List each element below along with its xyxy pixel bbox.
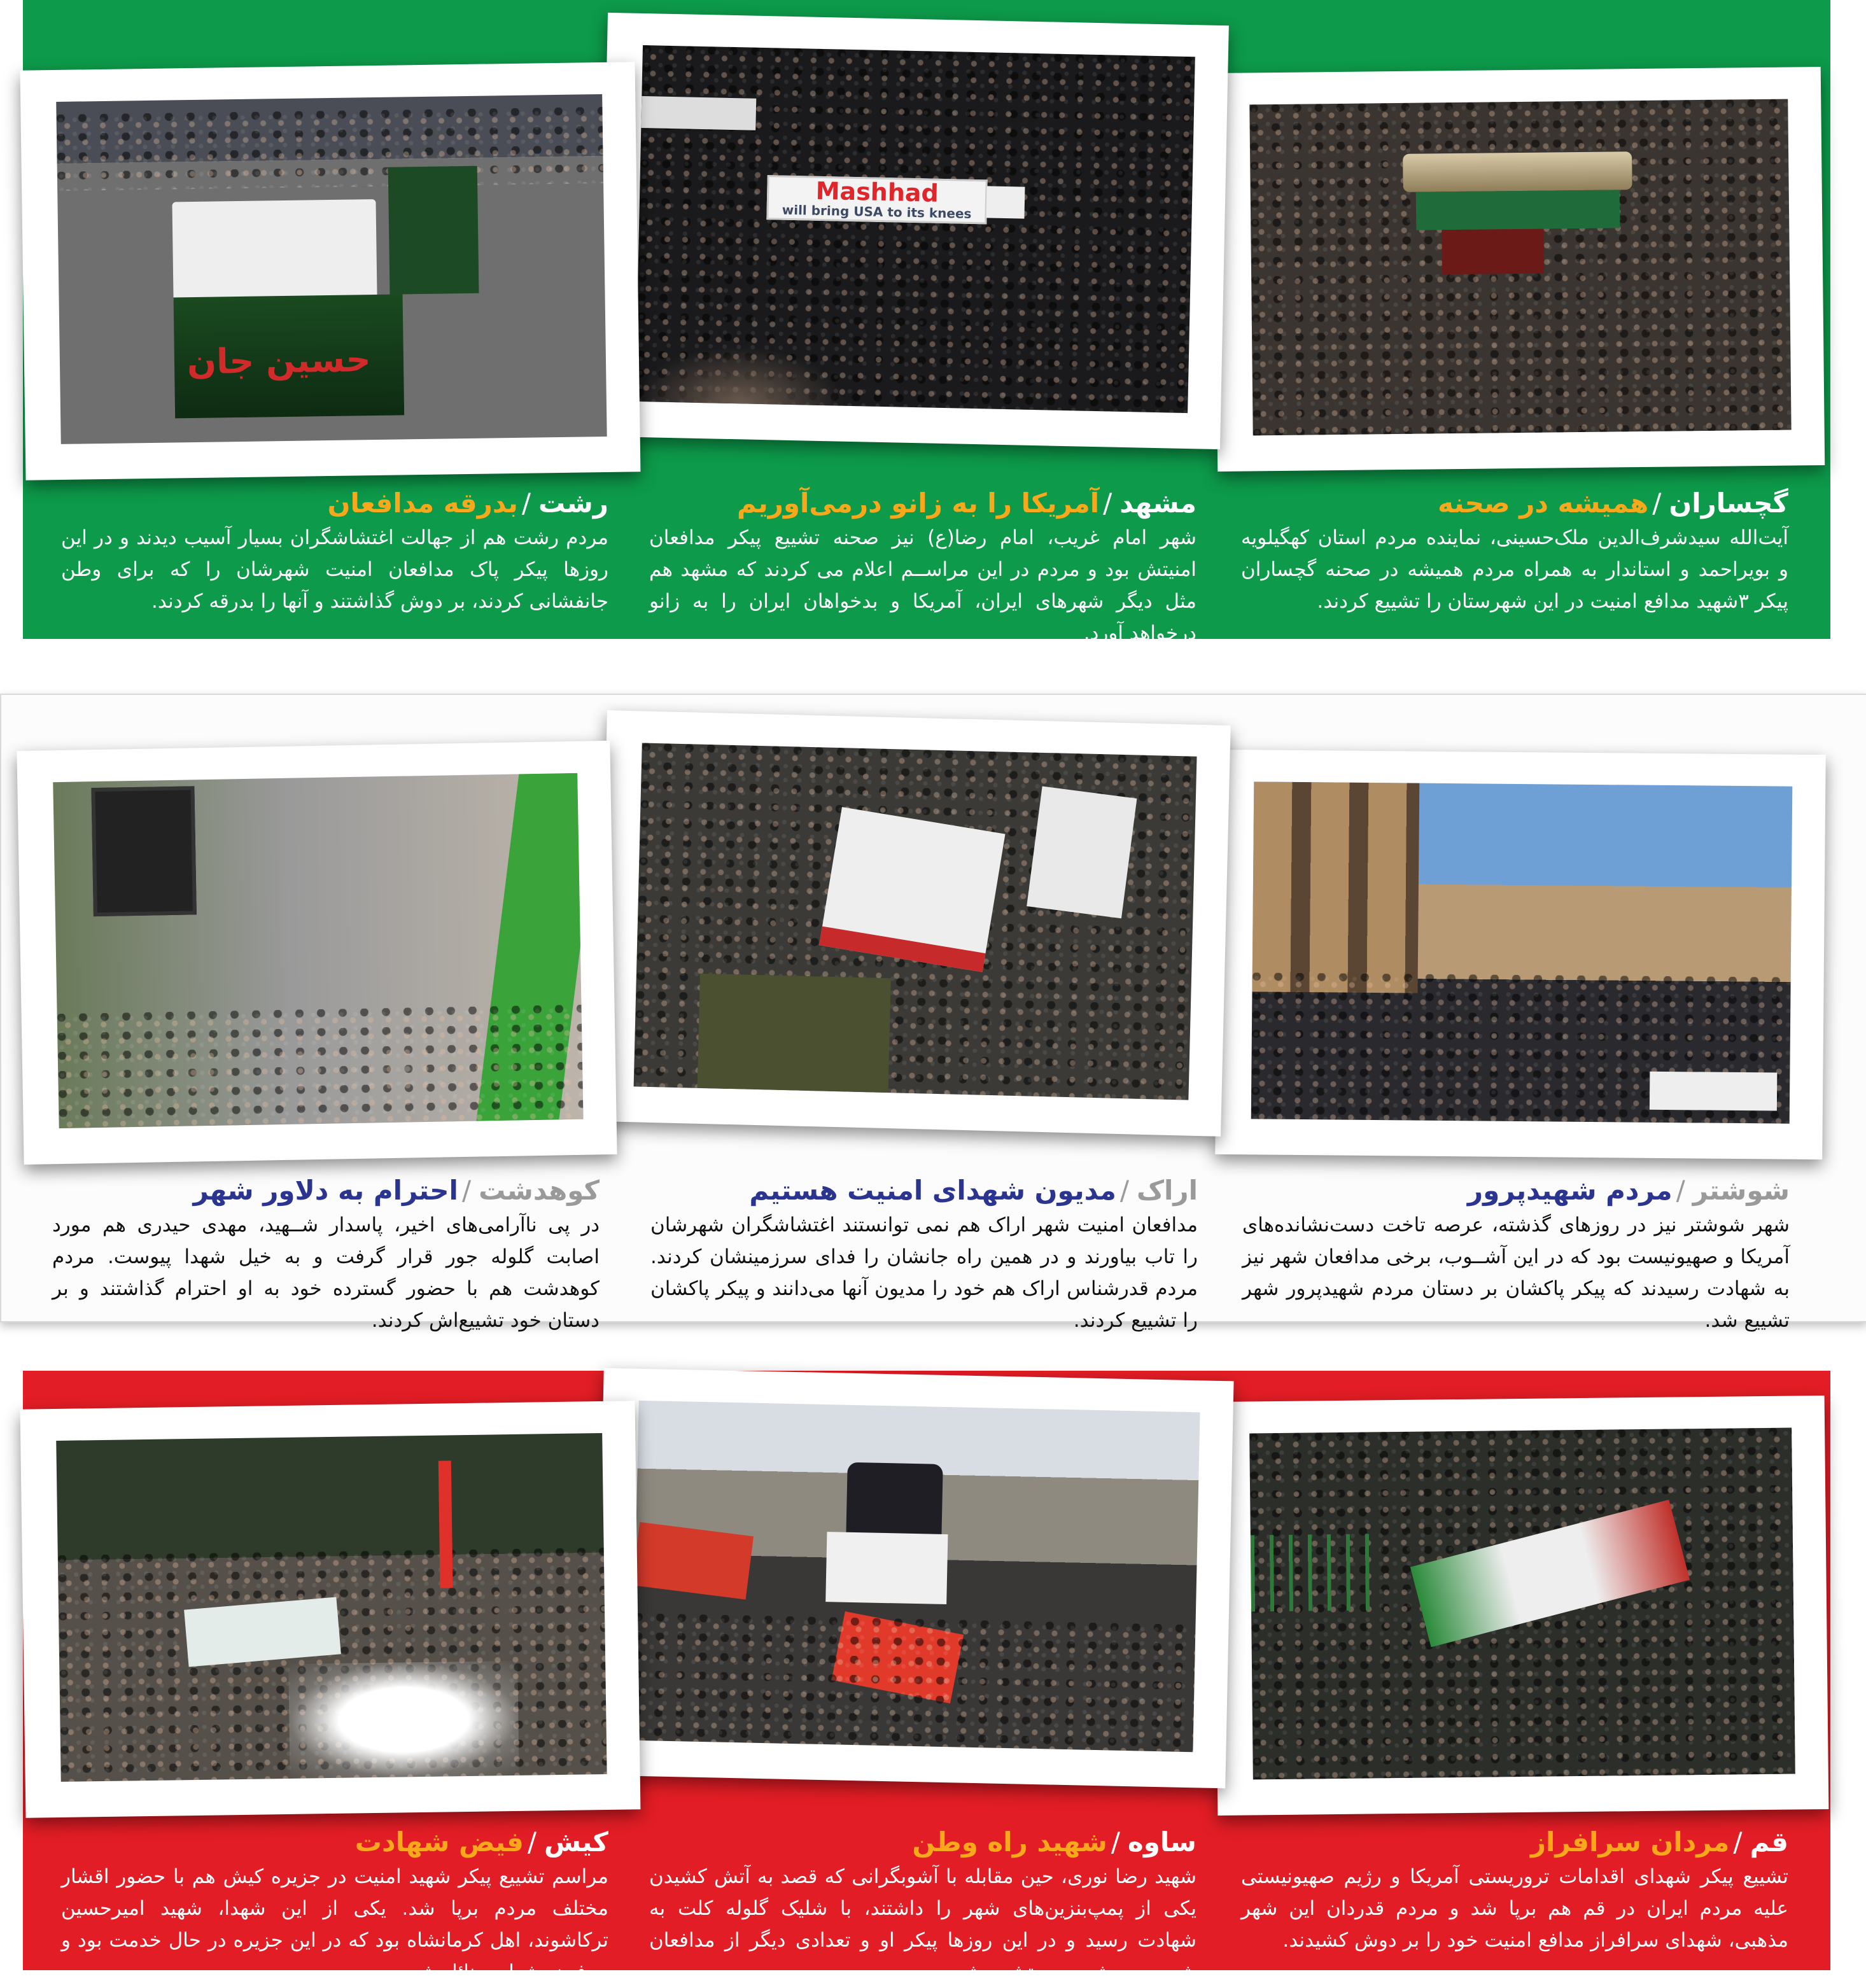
caption-title: شهید راه وطن — [912, 1826, 1107, 1858]
caption-body: در پی ناآرامی‌های اخیر، پاسدار شــهید، مهدی حیدری هم مورد اصابت گلوله جور قرار گرفت و به خیل شهدا پیوست. مردم کوهدشت هم با حضور گسترده خود به او احترام گذاشتند و بر دستان خود تشییع‌اش کردند. — [52, 1214, 600, 1332]
caption-body: مراسم تشییع پیکر شهید امنیت در جزیره کیش هم با حضور اقشار مختلف مردم برپا شد. یکی از این شهدا، شهید امیرحسین ترکاشوند، اهل کرمانشاه بود که در این جزیره در حال خدمت بود و به فیض شهادت نائل شد. — [61, 1865, 608, 1984]
photo-frame-rasht — [20, 62, 641, 480]
section-white — [0, 694, 1866, 1332]
caption-title: آمریکا را به زانو درمی‌آوریم — [737, 487, 1100, 519]
caption-body: تشییع پیکر شهدای اقدامات تروریستی آمریکا و رژیم صهیونیستی علیه مردم ایران در قم هم برپا شد و مردم قدردان این شهر مذهبی، شهدای سرافراز مدافع امنیت خود را بر دوش کشیدند. — [1241, 1865, 1788, 1952]
caption-body: آیت‌الله سیدشرف‌الدین ملک‌حسینی، نماینده مردم استان کهگیلویه و بویراحمد و استاندار به همراه مردم همیشه در صحنه گچساران پیکر ۳شهید مدافع امنیت در این شهرستان را تشییع کردند. — [1241, 526, 1788, 613]
caption-body: مردم رشت هم از جهالت اغتشاشگران بسیار آسیب دیدند و در این روزها پیکر پاک مدافعان امنیت شهرشان را که برای وطن جانفشانی کردند، بر دوش گذاشتند و آنها را بدرقه کردند. — [61, 526, 608, 613]
caption-body: شهر شوشتر نیز در روزهای گذشته، عرصه تاخت دست‌نشانده‌های آمریکا و صهیونیست بود که در این آشــوب، برخی مدافعان شهر نیز به شهادت رسیدند که پیکر پاکشان بر دستان مردم شهیدپرور شهر تشییع شد. — [1242, 1214, 1790, 1332]
section-red — [23, 1371, 1830, 1984]
caption-rasht: رشت/بدرقه مدافعان مردم رشت هم از جهالت اغتشاشگران بسیار آسیب دیدند و در این روزها پیکر پاک مدافعان امنیت شهرشان را که برای وطن جانفشانی کردند، بر دوش گذاشتند و آنها را بدرقه کردند. — [61, 485, 608, 617]
photo-kish-ceremony — [56, 1433, 607, 1782]
photo-frame-qom — [1214, 1396, 1829, 1816]
caption-mashhad: مشهد/آمریکا را به زانو درمی‌آوریم شهر امام غریب، امام رضا(ع) نیز صحنه تشییع پیکر مدافعان امنیتش بود و مردم در این مراســم اعلام می کردند که مشهد هم مثل دیگر شهرهای ایران، آمریکا و بدخواهان ایران را به زانو درخواهد آورد. — [649, 485, 1196, 649]
caption-city: شوشتر — [1692, 1175, 1790, 1206]
photo-rasht-caskets — [56, 94, 607, 444]
caption-title: بدرقه مدافعان — [327, 487, 518, 519]
photo-frame-saveh — [595, 1368, 1233, 1789]
photo-frame-gachsaran — [1214, 67, 1825, 472]
photo-qom-casket — [1249, 1428, 1795, 1780]
caption-title: مدیون شهدای امنیت هستیم — [749, 1175, 1116, 1206]
mashhad-banner: Mashhad will bring USA to its knees — [766, 175, 987, 224]
photo-kuhdasht-portrait — [53, 773, 583, 1128]
photo-frame-shushtar — [1215, 750, 1826, 1159]
caption-gachsaran: گچساران/همیشه در صحنه آیت‌الله سیدشرف‌الدین ملک‌حسینی، نماینده مردم استان کهگیلویه و بویراحمد و استاندار به همراه مردم همیشه در صحنه گچساران پیکر ۳شهید مدافع امنیت در این شهرستان را تشییع کردند. — [1241, 485, 1788, 617]
caption-city: اراک — [1137, 1175, 1198, 1206]
photo-saveh-procession — [632, 1401, 1200, 1752]
photo-frame-arak — [597, 710, 1230, 1137]
photo-frame-mashhad — [599, 13, 1229, 449]
caption-title: همیشه در صحنه — [1438, 487, 1649, 519]
caption-city: مشهد — [1119, 487, 1196, 519]
caption-saveh: ساوه/شهید راه وطن شهید رضا نوری، حین مقابله با آشوبگرانی که قصد به آتش کشیدن یکی از پمپ‌بنزین‌های شهر را داشتند، با شلیک گلوله کلت به شهادت رسید و در این روزها پیکر او و تعدادی دیگر از مدافعان شهر بر دوش مردم تشییع شد. — [649, 1824, 1196, 1988]
caption-body: مدافعان امنیت شهر اراک هم نمی توانستند اغتشاشگران شهرشان را تاب بیاورند و در همین راه جانشان را فدای سرزمینشان کردند. مردم قدرشناس اراک هم خود را مدیون آنها می‌دانند و پیکر پاکشان را تشییع کردند. — [650, 1214, 1198, 1332]
caption-city: گچساران — [1669, 487, 1788, 519]
caption-title: مردم شهیدپرور — [1467, 1175, 1673, 1206]
caption-title: فیض شهادت — [354, 1826, 524, 1858]
caption-title: مردان سرافراز — [1530, 1826, 1730, 1858]
section-green — [23, 0, 1830, 645]
caption-body: شهید رضا نوری، حین مقابله با آشوبگرانی که قصد به آتش کشیدن یکی از پمپ‌بنزین‌های شهر را داشتند، با شلیک گلوله کلت به شهادت رسید و در این روزها پیکر او و تعدادی دیگر از مدافعان شهر بر دوش مردم تشییع شد. — [649, 1865, 1196, 1984]
photo-gachsaran-funeral — [1249, 99, 1791, 436]
photo-arak-casket-carried — [634, 743, 1197, 1100]
caption-city: رشت — [538, 487, 608, 519]
caption-title: احترام به دلاور شهر — [193, 1175, 458, 1206]
caption-city: کوهدشت — [479, 1175, 600, 1206]
caption-kuhdasht: کوهدشت/احترام به دلاور شهر در پی ناآرامی‌های اخیر، پاسدار شــهید، مهدی حیدری هم مورد اصابت گلوله جور قرار گرفت و به خیل شهدا پیوست. مردم کوهدشت هم با حضور گسترده خود به او احترام گذاشتند و بر دستان خود تشییع‌اش کردند. — [52, 1172, 600, 1336]
caption-city: قم — [1750, 1826, 1788, 1858]
caption-city: کیش — [544, 1826, 608, 1858]
caption-body: شهر امام غریب، امام رضا(ع) نیز صحنه تشییع پیکر مدافعان امنیتش بود و مردم در این مراســم اعلام می کردند که مشهد هم مثل دیگر شهرهای ایران، آمریکا و بدخواهان ایران را به زانو درخواهد آورد. — [649, 526, 1196, 645]
photo-shushtar-mourners — [1251, 781, 1793, 1123]
casket-inscription: حسین جان — [186, 339, 371, 382]
photo-mashhad-aerial-crowd — [635, 45, 1195, 413]
caption-qom: قم/مردان سرافراز تشییع پیکر شهدای اقدامات تروریستی آمریکا و رژیم صهیونیستی علیه مردم ایران در قم هم برپا شد و مردم قدردان این شهر مذهبی، شهدای سرافراز مدافع امنیت خود را بر دوش کشیدند. — [1241, 1824, 1788, 1956]
caption-city: ساوه — [1128, 1826, 1196, 1858]
caption-kish: کیش/فیض شهادت مراسم تشییع پیکر شهید امنیت در جزیره کیش هم با حضور اقشار مختلف مردم برپا شد. یکی از این شهدا، شهید امیرحسین ترکاشوند، اهل کرمانشاه بود که در این جزیره در حال خدمت بود و به فیض شهادت نائل شد. — [61, 1824, 608, 1988]
caption-arak: اراک/مدیون شهدای امنیت هستیم مدافعان امنیت شهر اراک هم نمی توانستند اغتشاشگران شهرشان را تاب بیاورند و در همین راه جانشان را فدای سرزمینشان کردند. مردم قدرشناس اراک هم خود را مدیون آنها می‌دانند و پیکر پاکشان را تشییع کردند. — [650, 1172, 1198, 1336]
photo-frame-kuhdasht — [17, 741, 617, 1165]
caption-shushtar: شوشتر/مردم شهیدپرور شهر شوشتر نیز در روزهای گذشته، عرصه تاخت دست‌نشانده‌های آمریکا و صهیونیست بود که در این آشــوب، برخی مدافعان شهر نیز به شهادت رسیدند که پیکر پاکشان بر دستان مردم شهیدپرور شهر تشییع شد. — [1242, 1172, 1790, 1336]
photo-frame-kish — [20, 1401, 641, 1817]
